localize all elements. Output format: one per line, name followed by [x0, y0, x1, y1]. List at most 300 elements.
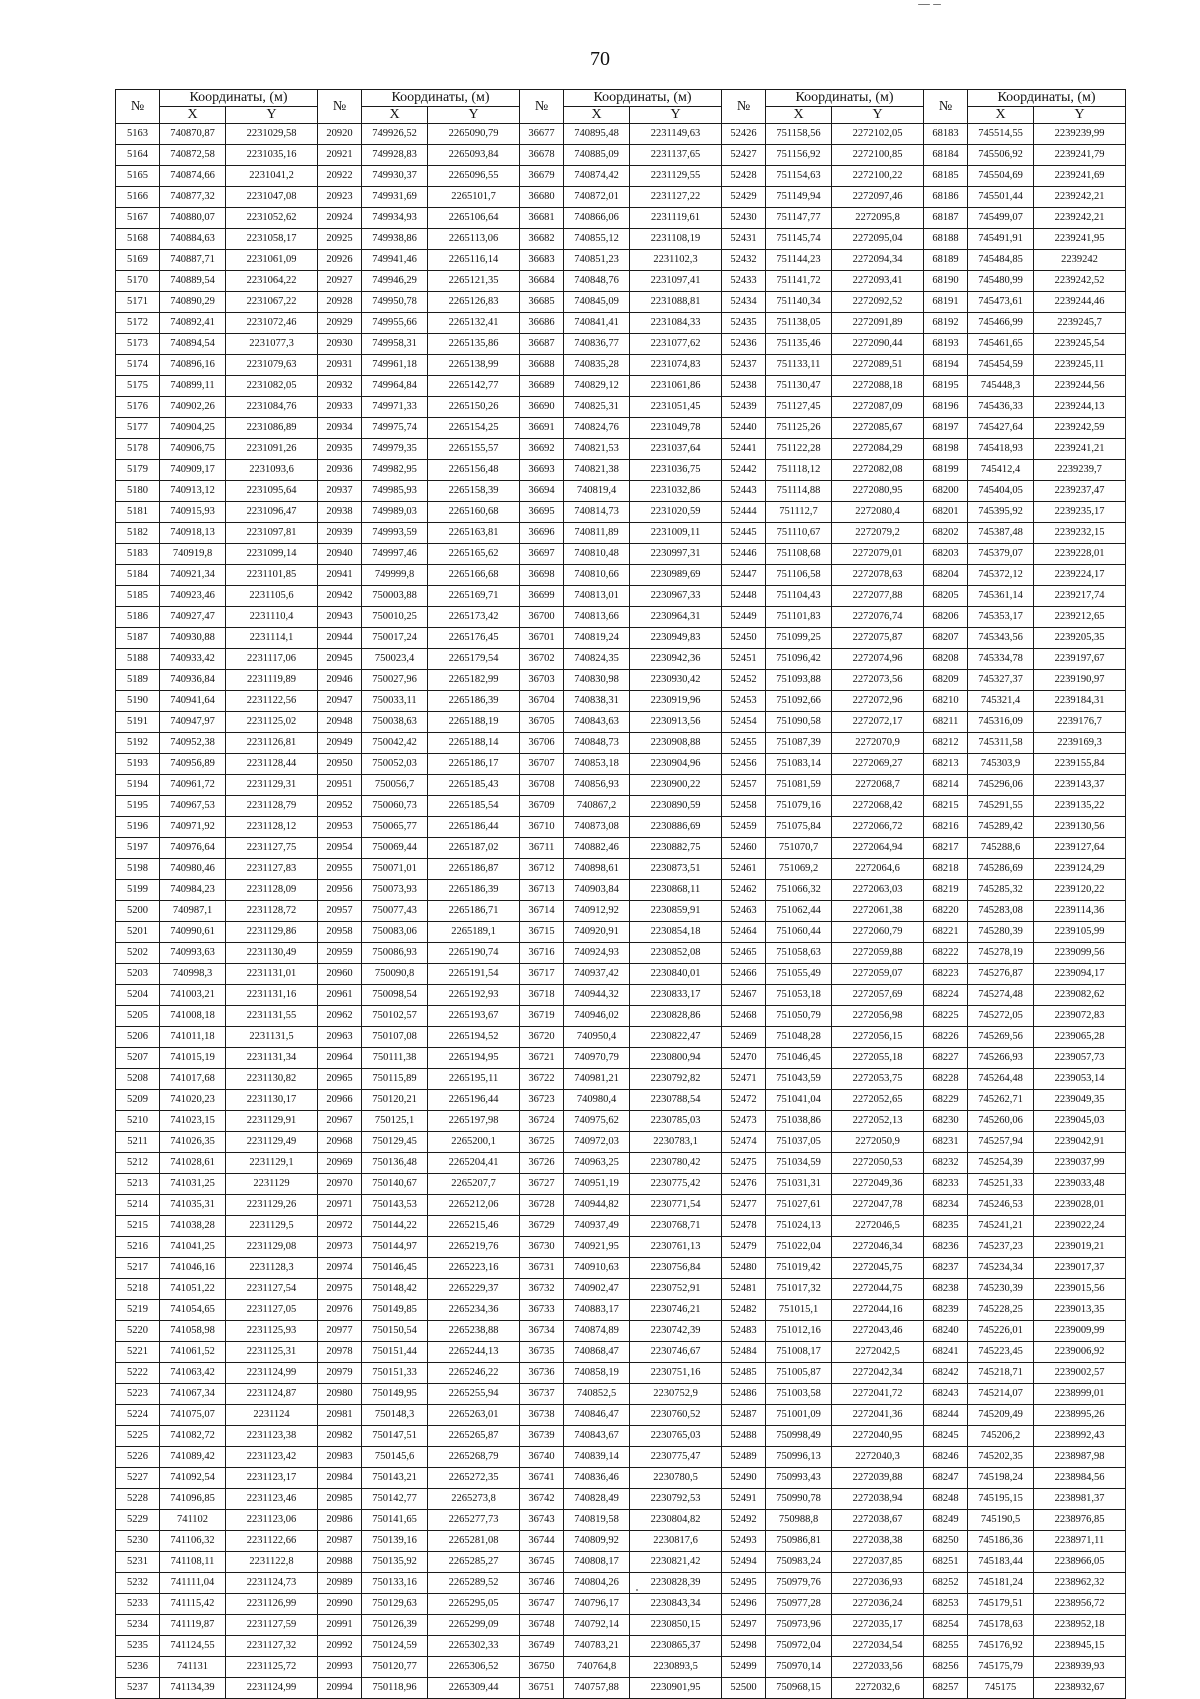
- point-number-cell: 68224: [924, 985, 968, 1006]
- point-number-cell: 68247: [924, 1468, 968, 1489]
- point-number-cell: 68195: [924, 376, 968, 397]
- coord-x-cell: 745480,99: [968, 271, 1034, 292]
- point-number-cell: 36723: [520, 1090, 564, 1111]
- coord-x-cell: 741046,16: [160, 1258, 226, 1279]
- coord-x-cell: 750065,77: [362, 817, 428, 838]
- header-row-axes: [116, 107, 1126, 124]
- coord-x-cell: 745251,33: [968, 1174, 1034, 1195]
- coord-x-cell: 750148,42: [362, 1279, 428, 1300]
- coordinates-table: [115, 89, 1126, 1699]
- coord-x-cell: 740890,29: [160, 292, 226, 313]
- coord-y-cell: 2265188,14: [428, 733, 520, 754]
- coord-y-cell: 2239245,11: [1034, 355, 1126, 376]
- point-number-cell: 68183: [924, 124, 968, 145]
- point-number-cell: 36677: [520, 124, 564, 145]
- point-number-cell: 36707: [520, 754, 564, 775]
- coord-x-cell: 750983,24: [766, 1552, 832, 1573]
- point-number-cell: 52468: [722, 1006, 766, 1027]
- coord-x-cell: 749955,66: [362, 313, 428, 334]
- coord-y-cell: 2230780,42: [630, 1153, 722, 1174]
- coord-x-cell: 745223,45: [968, 1342, 1034, 1363]
- coord-y-cell: 2231125,72: [226, 1657, 318, 1678]
- point-number-cell: 52426: [722, 124, 766, 145]
- coord-y-cell: 2231088,81: [630, 292, 722, 313]
- point-number-cell: 68256: [924, 1657, 968, 1678]
- coord-x-cell: 745183,44: [968, 1552, 1034, 1573]
- coord-x-cell: 751145,74: [766, 229, 832, 250]
- coord-y-cell: 2265186,44: [428, 817, 520, 838]
- point-number-cell: 5237: [116, 1678, 160, 1699]
- coord-y-cell: 2231029,58: [226, 124, 318, 145]
- table-row: [116, 1216, 1126, 1237]
- coord-y-cell: 2265268,79: [428, 1447, 520, 1468]
- coord-y-cell: 2272059,07: [832, 964, 924, 985]
- coord-x-cell: 751083,14: [766, 754, 832, 775]
- coord-x-cell: 750143,21: [362, 1468, 428, 1489]
- coord-x-cell: 740851,23: [564, 250, 630, 271]
- coord-y-cell: 2231123,46: [226, 1489, 318, 1510]
- coord-y-cell: 2272049,36: [832, 1174, 924, 1195]
- coord-x-cell: 751144,23: [766, 250, 832, 271]
- coord-x-cell: 740941,64: [160, 691, 226, 712]
- point-number-cell: 5166: [116, 187, 160, 208]
- coord-x-cell: 740998,3: [160, 964, 226, 985]
- point-number-cell: 5182: [116, 523, 160, 544]
- table-row: [116, 1195, 1126, 1216]
- coord-x-cell: 750979,76: [766, 1573, 832, 1594]
- coord-y-cell: 2239232,15: [1034, 523, 1126, 544]
- coord-y-cell: 2272079,01: [832, 544, 924, 565]
- coord-x-cell: 751149,94: [766, 187, 832, 208]
- coord-x-cell: 740885,09: [564, 145, 630, 166]
- point-number-cell: 68238: [924, 1279, 968, 1300]
- coord-y-cell: 2231128,09: [226, 880, 318, 901]
- coord-y-cell: 2231123,06: [226, 1510, 318, 1531]
- coord-x-cell: 751141,72: [766, 271, 832, 292]
- table-row: [116, 271, 1126, 292]
- coord-y-cell: 2231077,3: [226, 334, 318, 355]
- coord-y-cell: 2265182,99: [428, 670, 520, 691]
- point-number-cell: 68252: [924, 1573, 968, 1594]
- point-number-cell: 20959: [318, 943, 362, 964]
- coord-y-cell: 2272039,88: [832, 1468, 924, 1489]
- coord-y-cell: 2239094,17: [1034, 964, 1126, 985]
- table-row: [116, 1636, 1126, 1657]
- coord-x-cell: 749930,37: [362, 166, 428, 187]
- coord-x-cell: 751122,28: [766, 439, 832, 460]
- coord-x-cell: 750993,43: [766, 1468, 832, 1489]
- point-number-cell: 20935: [318, 439, 362, 460]
- point-number-cell: 5228: [116, 1489, 160, 1510]
- point-number-cell: 5231: [116, 1552, 160, 1573]
- table-row: [116, 1090, 1126, 1111]
- point-number-cell: 68229: [924, 1090, 968, 1111]
- coord-y-cell: 2231125,93: [226, 1321, 318, 1342]
- point-number-cell: 36750: [520, 1657, 564, 1678]
- table-row: [116, 334, 1126, 355]
- coord-x-cell: 750118,96: [362, 1678, 428, 1699]
- point-number-cell: 52449: [722, 607, 766, 628]
- coord-y-cell: 2230890,59: [630, 796, 722, 817]
- point-number-cell: 68251: [924, 1552, 968, 1573]
- coord-y-cell: 2265207,7: [428, 1174, 520, 1195]
- coord-x-cell: 751118,12: [766, 460, 832, 481]
- coord-x-cell: 740967,53: [160, 796, 226, 817]
- point-number-cell: 36692: [520, 439, 564, 460]
- coord-x-cell: 745269,56: [968, 1027, 1034, 1048]
- table-row: [116, 1048, 1126, 1069]
- table-row: [116, 754, 1126, 775]
- point-number-cell: 52428: [722, 166, 766, 187]
- point-number-cell: 52427: [722, 145, 766, 166]
- point-number-cell: 36746: [520, 1573, 564, 1594]
- coord-x-cell: 750146,45: [362, 1258, 428, 1279]
- coord-x-cell: 745202,35: [968, 1447, 1034, 1468]
- point-number-cell: 68241: [924, 1342, 968, 1363]
- coord-x-cell: 740872,58: [160, 145, 226, 166]
- coord-x-cell: 750129,63: [362, 1594, 428, 1615]
- header-number: №: [924, 90, 968, 124]
- coord-x-cell: 745454,59: [968, 355, 1034, 376]
- table-row: [116, 250, 1126, 271]
- point-number-cell: 68196: [924, 397, 968, 418]
- coord-y-cell: 2239176,7: [1034, 712, 1126, 733]
- coord-x-cell: 741111,04: [160, 1573, 226, 1594]
- coord-y-cell: 2272079,2: [832, 523, 924, 544]
- point-number-cell: 52463: [722, 901, 766, 922]
- point-number-cell: 52432: [722, 250, 766, 271]
- coord-y-cell: 2239237,47: [1034, 481, 1126, 502]
- point-number-cell: 5185: [116, 586, 160, 607]
- coord-x-cell: 750140,67: [362, 1174, 428, 1195]
- point-number-cell: 36724: [520, 1111, 564, 1132]
- coord-y-cell: 2231130,82: [226, 1069, 318, 1090]
- coord-y-cell: 2231122,66: [226, 1531, 318, 1552]
- coord-y-cell: 2239242,52: [1034, 271, 1126, 292]
- coord-x-cell: 745473,61: [968, 292, 1034, 313]
- coord-x-cell: 750023,4: [362, 649, 428, 670]
- coord-y-cell: 2272070,9: [832, 733, 924, 754]
- coord-y-cell: 2231058,17: [226, 229, 318, 250]
- coord-x-cell: 751075,84: [766, 817, 832, 838]
- coord-y-cell: 2265132,41: [428, 313, 520, 334]
- point-number-cell: 52477: [722, 1195, 766, 1216]
- coord-x-cell: 750135,92: [362, 1552, 428, 1573]
- point-number-cell: 52458: [722, 796, 766, 817]
- coord-x-cell: 749931,69: [362, 187, 428, 208]
- point-number-cell: 5212: [116, 1153, 160, 1174]
- point-number-cell: 52491: [722, 1489, 766, 1510]
- coord-y-cell: 2231084,76: [226, 397, 318, 418]
- coord-x-cell: 745195,15: [968, 1489, 1034, 1510]
- point-number-cell: 52471: [722, 1069, 766, 1090]
- point-number-cell: 5197: [116, 838, 160, 859]
- point-number-cell: 52479: [722, 1237, 766, 1258]
- coord-x-cell: 751062,44: [766, 901, 832, 922]
- coord-x-cell: 740867,2: [564, 796, 630, 817]
- coord-x-cell: 745234,34: [968, 1258, 1034, 1279]
- coord-y-cell: 2230854,18: [630, 922, 722, 943]
- coord-x-cell: 750083,06: [362, 922, 428, 943]
- point-number-cell: 68248: [924, 1489, 968, 1510]
- point-number-cell: 5173: [116, 334, 160, 355]
- coord-y-cell: 2231084,33: [630, 313, 722, 334]
- coord-x-cell: 749999,8: [362, 565, 428, 586]
- coord-x-cell: 740858,19: [564, 1363, 630, 1384]
- point-number-cell: 68257: [924, 1678, 968, 1699]
- coord-x-cell: 745241,21: [968, 1216, 1034, 1237]
- coord-x-cell: 740970,79: [564, 1048, 630, 1069]
- table-row: [116, 1489, 1126, 1510]
- point-number-cell: 5220: [116, 1321, 160, 1342]
- coord-x-cell: 740975,62: [564, 1111, 630, 1132]
- coord-y-cell: 2265096,55: [428, 166, 520, 187]
- coord-y-cell: 2272087,09: [832, 397, 924, 418]
- coord-x-cell: 745175,79: [968, 1657, 1034, 1678]
- point-number-cell: 5163: [116, 124, 160, 145]
- coord-y-cell: 2230882,75: [630, 838, 722, 859]
- coord-y-cell: 2231127,54: [226, 1279, 318, 1300]
- coord-x-cell: 750126,39: [362, 1615, 428, 1636]
- coord-y-cell: 2231127,83: [226, 859, 318, 880]
- point-number-cell: 20927: [318, 271, 362, 292]
- point-number-cell: 68222: [924, 943, 968, 964]
- point-number-cell: 68231: [924, 1132, 968, 1153]
- coord-x-cell: 751138,05: [766, 313, 832, 334]
- coord-y-cell: 2231079,63: [226, 355, 318, 376]
- point-number-cell: 68220: [924, 901, 968, 922]
- point-number-cell: 20970: [318, 1174, 362, 1195]
- point-number-cell: 5181: [116, 502, 160, 523]
- point-number-cell: 68193: [924, 334, 968, 355]
- coord-x-cell: 751140,34: [766, 292, 832, 313]
- coord-y-cell: 2239127,64: [1034, 838, 1126, 859]
- point-number-cell: 68199: [924, 460, 968, 481]
- coord-y-cell: 2265223,16: [428, 1258, 520, 1279]
- coord-y-cell: 2230765,03: [630, 1426, 722, 1447]
- coord-y-cell: 2231131,55: [226, 1006, 318, 1027]
- coord-y-cell: 2230930,42: [630, 670, 722, 691]
- point-number-cell: 36685: [520, 292, 564, 313]
- point-number-cell: 52448: [722, 586, 766, 607]
- point-number-cell: 20943: [318, 607, 362, 628]
- point-number-cell: 5224: [116, 1405, 160, 1426]
- coord-y-cell: 2231123,38: [226, 1426, 318, 1447]
- point-number-cell: 52445: [722, 523, 766, 544]
- point-number-cell: 20982: [318, 1426, 362, 1447]
- coord-x-cell: 740902,26: [160, 397, 226, 418]
- coord-x-cell: 751079,16: [766, 796, 832, 817]
- coord-y-cell: 2272093,41: [832, 271, 924, 292]
- point-number-cell: 36738: [520, 1405, 564, 1426]
- point-number-cell: 68191: [924, 292, 968, 313]
- coord-y-cell: 2239057,73: [1034, 1048, 1126, 1069]
- coord-x-cell: 751041,04: [766, 1090, 832, 1111]
- coord-x-cell: 745504,69: [968, 166, 1034, 187]
- coord-y-cell: 2265192,93: [428, 985, 520, 1006]
- coord-y-cell: 2231127,05: [226, 1300, 318, 1321]
- coord-x-cell: 741063,42: [160, 1363, 226, 1384]
- table-row: [116, 166, 1126, 187]
- coord-y-cell: 2238962,32: [1034, 1573, 1126, 1594]
- coord-x-cell: 751055,49: [766, 964, 832, 985]
- coord-x-cell: 751158,56: [766, 124, 832, 145]
- point-number-cell: 52467: [722, 985, 766, 1006]
- point-number-cell: 68217: [924, 838, 968, 859]
- point-number-cell: 36712: [520, 859, 564, 880]
- coord-y-cell: 2265302,33: [428, 1636, 520, 1657]
- point-number-cell: 68194: [924, 355, 968, 376]
- coord-x-cell: 750150,54: [362, 1321, 428, 1342]
- coord-x-cell: 740880,07: [160, 208, 226, 229]
- coord-x-cell: 740923,46: [160, 586, 226, 607]
- coord-y-cell: 2231072,46: [226, 313, 318, 334]
- coord-y-cell: 2272050,53: [832, 1153, 924, 1174]
- coord-y-cell: 2272075,87: [832, 628, 924, 649]
- coord-y-cell: 2231129,49: [226, 1132, 318, 1153]
- coord-x-cell: 749961,18: [362, 355, 428, 376]
- coord-y-cell: 2230833,17: [630, 985, 722, 1006]
- coord-y-cell: 2272068,7: [832, 775, 924, 796]
- coord-y-cell: 2265166,68: [428, 565, 520, 586]
- point-number-cell: 52493: [722, 1531, 766, 1552]
- coord-x-cell: 751037,05: [766, 1132, 832, 1153]
- point-number-cell: 5201: [116, 922, 160, 943]
- point-number-cell: 5205: [116, 1006, 160, 1027]
- point-number-cell: 36742: [520, 1489, 564, 1510]
- coord-y-cell: 2265093,84: [428, 145, 520, 166]
- coord-y-cell: 2231036,75: [630, 460, 722, 481]
- coord-x-cell: 750141,65: [362, 1510, 428, 1531]
- table-row: [116, 397, 1126, 418]
- coord-y-cell: 2231129,55: [630, 166, 722, 187]
- coord-x-cell: 740792,14: [564, 1615, 630, 1636]
- coord-x-cell: 740868,47: [564, 1342, 630, 1363]
- coord-y-cell: 2231020,59: [630, 502, 722, 523]
- point-number-cell: 36736: [520, 1363, 564, 1384]
- point-number-cell: 52433: [722, 271, 766, 292]
- table-row: [116, 838, 1126, 859]
- point-number-cell: 52496: [722, 1594, 766, 1615]
- coord-x-cell: 741075,07: [160, 1405, 226, 1426]
- coord-y-cell: 2230997,31: [630, 544, 722, 565]
- coord-x-cell: 751066,32: [766, 880, 832, 901]
- coord-y-cell: 2239053,14: [1034, 1069, 1126, 1090]
- coord-y-cell: 2265090,79: [428, 124, 520, 145]
- coord-x-cell: 750027,96: [362, 670, 428, 691]
- coord-x-cell: 745461,65: [968, 334, 1034, 355]
- coord-x-cell: 751101,83: [766, 607, 832, 628]
- coord-y-cell: 2231126,99: [226, 1594, 318, 1615]
- coord-y-cell: 2265185,43: [428, 775, 520, 796]
- point-number-cell: 68205: [924, 586, 968, 607]
- point-number-cell: 5209: [116, 1090, 160, 1111]
- coord-x-cell: 750144,22: [362, 1216, 428, 1237]
- coord-x-cell: 740909,17: [160, 460, 226, 481]
- point-number-cell: 52464: [722, 922, 766, 943]
- point-number-cell: 52429: [722, 187, 766, 208]
- coord-y-cell: 2272069,27: [832, 754, 924, 775]
- coord-x-cell: 745343,56: [968, 628, 1034, 649]
- point-number-cell: 20954: [318, 838, 362, 859]
- coord-x-cell: 749946,29: [362, 271, 428, 292]
- coord-x-cell: 745198,24: [968, 1468, 1034, 1489]
- table-row: [116, 922, 1126, 943]
- coord-x-cell: 740963,25: [564, 1153, 630, 1174]
- coord-y-cell: 2239155,84: [1034, 754, 1126, 775]
- coord-y-cell: 2239082,62: [1034, 985, 1126, 1006]
- coord-y-cell: 2272085,67: [832, 418, 924, 439]
- coord-y-cell: 2231093,6: [226, 460, 318, 481]
- header-x: X: [564, 107, 630, 124]
- point-number-cell: 68215: [924, 796, 968, 817]
- header-y: Y: [1034, 107, 1126, 124]
- point-number-cell: 36711: [520, 838, 564, 859]
- point-number-cell: 36749: [520, 1636, 564, 1657]
- coord-y-cell: 2231129,5: [226, 1216, 318, 1237]
- point-number-cell: 36735: [520, 1342, 564, 1363]
- coord-y-cell: 2265156,48: [428, 460, 520, 481]
- coord-x-cell: 740898,61: [564, 859, 630, 880]
- point-number-cell: 5229: [116, 1510, 160, 1531]
- coord-y-cell: 2239009,99: [1034, 1321, 1126, 1342]
- point-number-cell: 68232: [924, 1153, 968, 1174]
- coord-x-cell: 745296,06: [968, 775, 1034, 796]
- point-number-cell: 36703: [520, 670, 564, 691]
- point-number-cell: 20977: [318, 1321, 362, 1342]
- coord-y-cell: 2231061,09: [226, 250, 318, 271]
- coord-x-cell: 750144,97: [362, 1237, 428, 1258]
- coord-y-cell: 2272072,96: [832, 691, 924, 712]
- coord-x-cell: 745316,09: [968, 712, 1034, 733]
- coord-x-cell: 750990,78: [766, 1489, 832, 1510]
- point-number-cell: 52460: [722, 838, 766, 859]
- coord-x-cell: 750120,21: [362, 1090, 428, 1111]
- coord-x-cell: 740870,87: [160, 124, 226, 145]
- point-number-cell: 68208: [924, 649, 968, 670]
- point-number-cell: 5208: [116, 1069, 160, 1090]
- coord-y-cell: 2265121,35: [428, 271, 520, 292]
- point-number-cell: 52438: [722, 376, 766, 397]
- table-row: [116, 145, 1126, 166]
- point-number-cell: 20928: [318, 292, 362, 313]
- table-row: [116, 586, 1126, 607]
- coord-x-cell: 745291,55: [968, 796, 1034, 817]
- point-number-cell: 36680: [520, 187, 564, 208]
- point-number-cell: 20941: [318, 565, 362, 586]
- point-number-cell: 36741: [520, 1468, 564, 1489]
- coord-x-cell: 740921,95: [564, 1237, 630, 1258]
- point-number-cell: 20965: [318, 1069, 362, 1090]
- coord-y-cell: 2231114,1: [226, 628, 318, 649]
- coord-y-cell: 2230821,42: [630, 1552, 722, 1573]
- coord-y-cell: 2238956,72: [1034, 1594, 1126, 1615]
- coord-y-cell: 2230742,39: [630, 1321, 722, 1342]
- coord-y-cell: 2230893,5: [630, 1657, 722, 1678]
- header-coords: Координаты, (м): [968, 90, 1126, 107]
- coord-y-cell: 2272052,65: [832, 1090, 924, 1111]
- point-number-cell: 68228: [924, 1069, 968, 1090]
- point-number-cell: 36745: [520, 1552, 564, 1573]
- coord-x-cell: 740811,89: [564, 523, 630, 544]
- coord-x-cell: 750148,3: [362, 1405, 428, 1426]
- point-number-cell: 36728: [520, 1195, 564, 1216]
- point-number-cell: 36705: [520, 712, 564, 733]
- coord-x-cell: 745228,25: [968, 1300, 1034, 1321]
- point-number-cell: 52436: [722, 334, 766, 355]
- point-number-cell: 5174: [116, 355, 160, 376]
- coord-y-cell: 2239015,56: [1034, 1279, 1126, 1300]
